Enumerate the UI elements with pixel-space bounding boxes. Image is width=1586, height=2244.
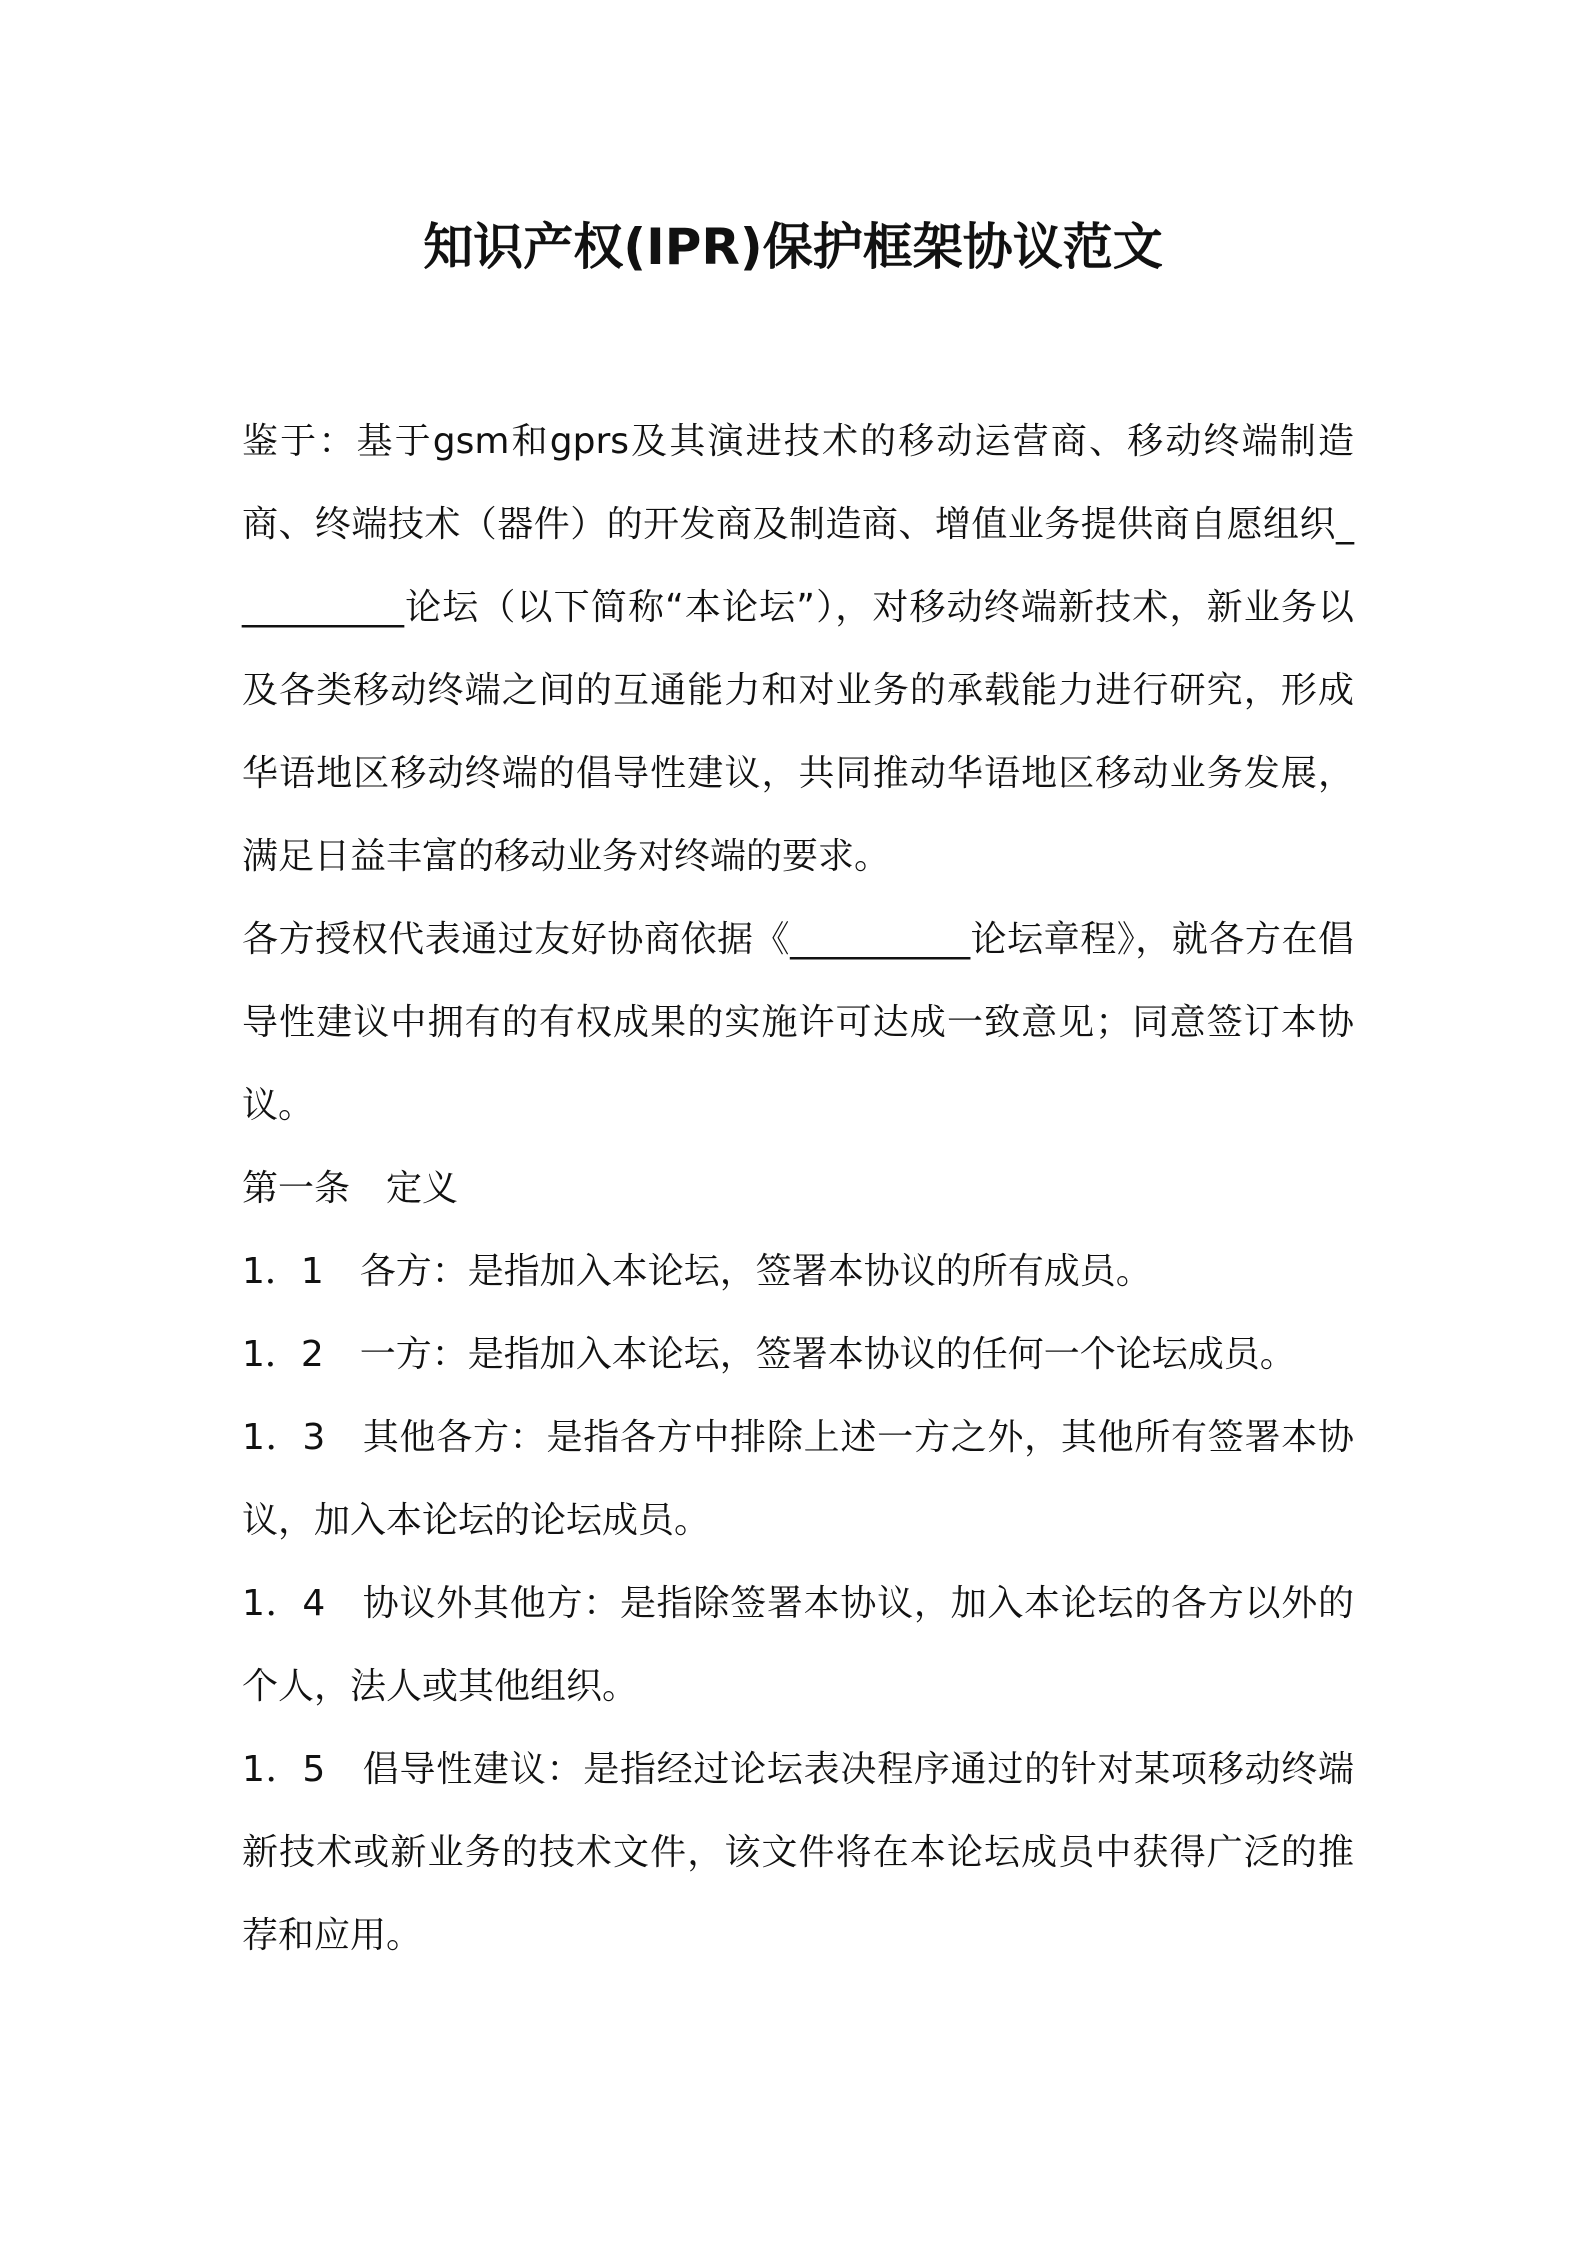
document-body: [242, 400, 1354, 1977]
preamble-paragraph: 鉴于：基于gsm和gprs及其演进技术的移动运营商、移动终端制造商、终端技术（器件）的开发商及制造商、增值业务提供商自愿组织__________论坛（以下简称“本论坛”），对移动终端新技术，新业务以及各类移动终端之间的互通能力和对业务的承载能力进行研究，形成华语地区移动终端的倡导性建议，共同推动华语地区移动业务发展，满足日益丰富的移动业务对终端的要求。: [242, 421, 1354, 877]
clause-1-5: 1．5 倡导性建议：是指经过论坛表决程序通过的针对某项移动终端新技术或新业务的技术文件，该文件将在本论坛成员中获得广泛的推荐和应用。: [242, 1749, 1354, 1956]
document-title: 知识产权(IPR)保护框架协议范文: [423, 218, 1163, 276]
agreement-paragraph: 各方授权代表通过友好协商依据《__________论坛章程》，就各方在倡导性建议中拥有的有权成果的实施许可达成一致意见；同意签订本协议。: [242, 919, 1354, 1126]
article-heading: 第一条 定义: [242, 1168, 459, 1209]
clause-1-3: 1．3 其他各方：是指各方中排除上述一方之外，其他所有签署本协议，加入本论坛的论坛成员。: [242, 1417, 1354, 1541]
clause-1-1: 1．1 各方：是指加入本论坛，签署本协议的所有成员。: [242, 1251, 1152, 1292]
clause-1-2: 1．2 一方：是指加入本论坛，签署本协议的任何一个论坛成员。: [242, 1334, 1296, 1375]
clause-1-4: 1．4 协议外其他方：是指除签署本协议，加入本论坛的各方以外的个人，法人或其他组织。: [242, 1583, 1354, 1707]
